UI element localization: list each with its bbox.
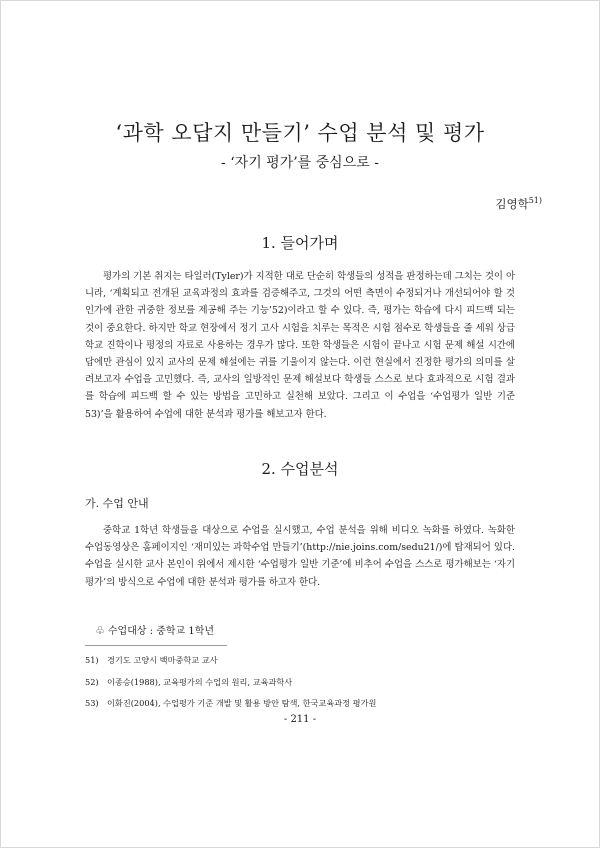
footnote-item	[85, 693, 525, 715]
clover-bullet-icon: ♧	[95, 624, 105, 637]
footnote-item	[85, 672, 525, 694]
section-heading-introduction: 1. 들어가며	[261, 234, 339, 252]
footnote-divider	[85, 645, 227, 646]
footnotes	[85, 650, 525, 715]
class-target-text: 수업대상 : 중학교 1학년	[107, 626, 215, 637]
footnote-number: 52)	[85, 676, 99, 687]
class-guide-paragraph: 중학교 1학년 학생들을 대상으로 수업을 실시했고, 수업 분석을 위해 비디오 녹화를 하였다. 녹화한 수업동영상은 홈페이지인 ‘재미있는 과학수업 만들기’(http://nie.joins.com/sedu21/)에 탑재되어 있다. 수업을 실시한 교사 본인이 위에서 제시한 ‘수업평가 일반 기준’에 비추어 수업을 스스로 평가해보는 ‘자기평가’의 방식으로 수업에 대한 분석과 평가를 하고자 한다.	[85, 525, 515, 588]
author-name: 김영학	[495, 197, 529, 211]
footnote-text: 경기도 고양시 백마중학교 교사	[107, 655, 218, 665]
footnote-number: 53)	[85, 698, 99, 708]
page-number: - 211 -	[283, 714, 317, 725]
footnote-item	[85, 650, 525, 672]
footnote-text: 이종승(1988), 교육평가의 수업의 원리, 교육과학사	[107, 676, 293, 687]
section-heading-analysis: 2. 수업분석	[261, 460, 339, 478]
footnote-text: 이화진(2004), 수업평가 기준 개발 및 활용 방안 탐색, 한국교육과정 평가원	[107, 698, 377, 708]
author	[495, 196, 542, 212]
author-footnote-ref: 51)	[528, 196, 542, 206]
subsection-heading-class-guide: 가. 수업 안내	[85, 497, 149, 510]
class-target-item	[95, 622, 214, 637]
page-title: ‘과학 오답지 만들기’ 수업 분석 및 평가	[115, 121, 485, 145]
page-subtitle: - ‘자기 평가’를 중심으로 -	[221, 155, 379, 171]
introduction-paragraph: 평가의 기본 취지는 타일러(Tyler)가 지적한 대로 단순히 학생들의 성적을 판정하는데 그치는 것이 아니라, ‘계획되고 전개된 교육과정의 효과를 검증해주고, 그것의 어떤 측면이 수정되거나 개선되어야 할 것인가에 관한 귀중한 정보를 제공해 주는 기능’52)이라고 할 수 있다. 즉, 평가는 학습에 다시 피드백 되는 것이 중요한다. 하지만 학교 현장에서 정기 고사 시험을 치루는 목적은 시험 점수로 학생들을 줄 세워 상급 학교 진학이나 평정의 자료로 사용하는 경우가 많다. 또한 학생들은 시험이 끝나고 시험 문제 해설 시간에 답에만 관심이 있지 교사의 문제 해설에는 귀를 기울이지 않는다. 이런 현실에서 진정한 평가의 의미를 살려보고자 수업을 고민했다. 즉, 교사의 일방적인 문제 해설보다 학생들 스스로 보다 효과적으로 시험 결과를 학습에 피드백 할 수 있는 방법을 고민하고 실천해 보았다. 그리고 이 수업을 ‘수업평가 일반 기준53)’을 활용하여 수업에 대한 분석과 평가를 해보고자 한다.	[85, 271, 515, 420]
footnote-number: 51)	[85, 655, 99, 665]
